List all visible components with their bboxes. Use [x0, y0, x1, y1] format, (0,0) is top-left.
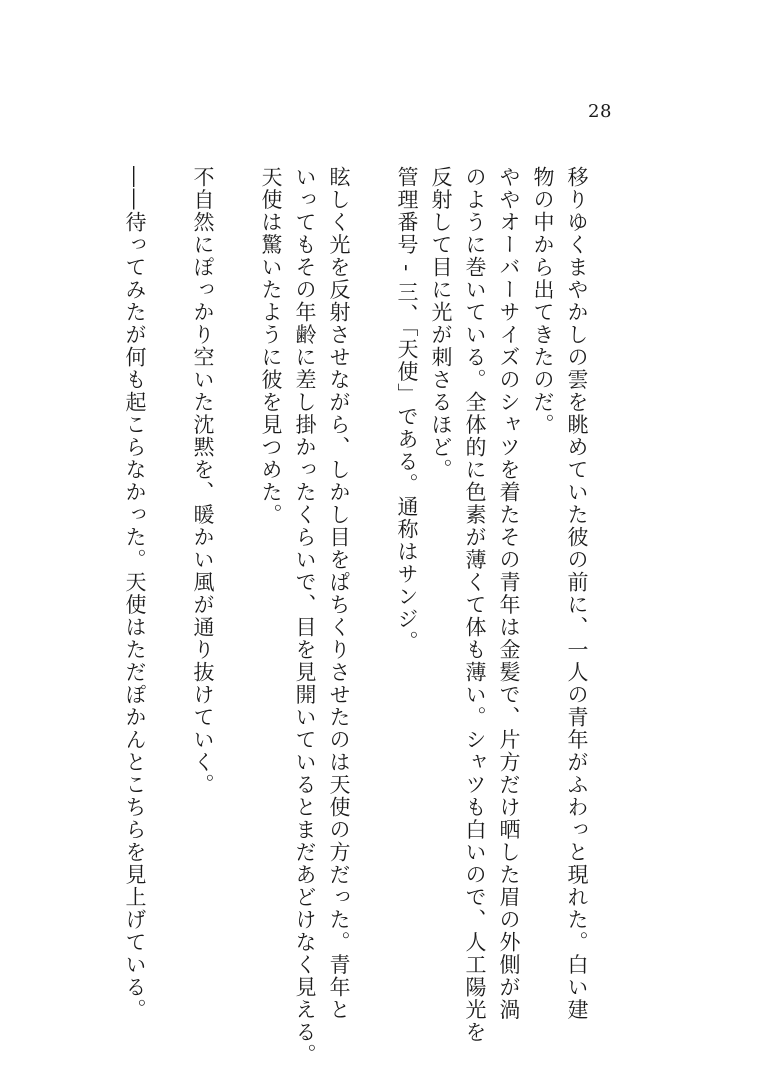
- text-line: 反射して目に光が刺さるほど。: [429, 166, 453, 481]
- text-line: 眩しく光を反射させながら、しかし目をぱちくりさせたのは天使の方だった。青年と: [327, 166, 351, 1021]
- blank-line: [356, 166, 390, 896]
- text-line: ――待ってみたが何も起こらなかった。天使はただぽかんとこちらを見上げている。: [123, 166, 147, 1021]
- text-line: ややオーバーサイズのシャツを着たその青年は金髪で、片方だけ晒した眉の外側が渦: [497, 166, 521, 1021]
- text-line: 移りゆくまやかしの雲を眺めていた彼の前に、一人の青年がふわっと現れた。白い建: [565, 166, 589, 1021]
- text-line: 管理番号 - 三、「天使」である。通称はサンジ。: [395, 166, 419, 653]
- page-number: 28: [588, 101, 612, 122]
- blank-line: [220, 166, 254, 896]
- text-line: のように巻いている。全体的に色素が薄くて体も薄い。シャツも白いので、人工陽光を: [463, 166, 487, 1044]
- text-line: 物の中から出てきたのだ。: [531, 166, 555, 436]
- vertical-text-body: [118, 166, 594, 1066]
- text-line: 不自然にぽっかり空いた沈黙を、暖かい風が通り抜けていく。: [191, 166, 215, 796]
- text-line: いってもその年齢に差し掛かったくらいで、目を見開いているとまだあどけなく見える。: [293, 166, 317, 1066]
- text-line: 天使は驚いたように彼を見つめた。: [259, 166, 283, 526]
- blank-line: [152, 166, 186, 896]
